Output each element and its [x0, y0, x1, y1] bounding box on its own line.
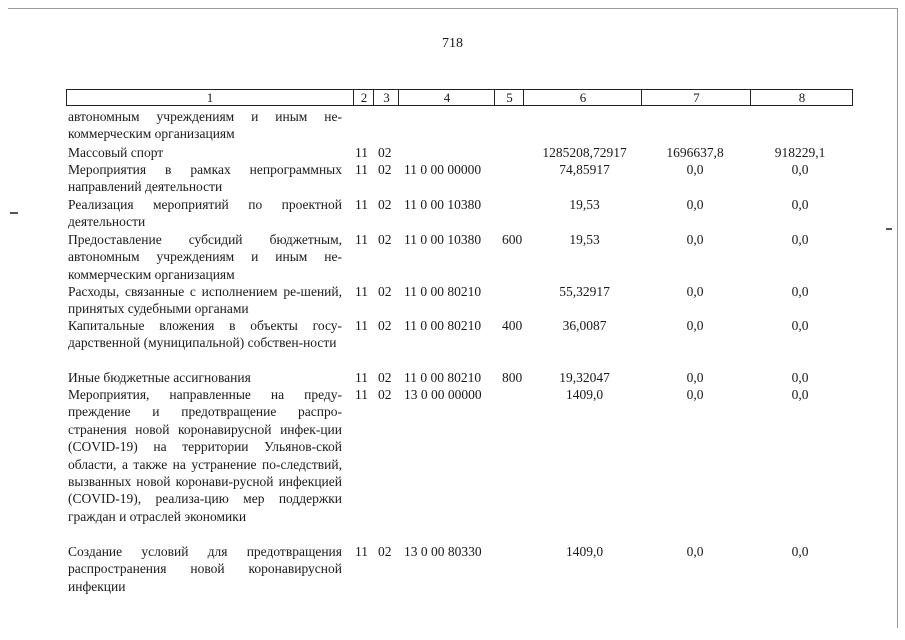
row-section: 11: [355, 284, 368, 299]
row-name: автономным учреждениям и иным не-коммерческим организациям: [68, 109, 342, 142]
row-section: 11: [355, 145, 368, 160]
row-value-8: 0,0: [791, 284, 809, 299]
table-header: [66, 89, 853, 106]
row-value-7: 0,0: [686, 197, 704, 212]
row-value-7: 0,0: [686, 387, 704, 402]
row-value-6: 74,85917: [559, 162, 610, 177]
row-target-code: 13 0 00 00000: [404, 387, 482, 402]
row-expense-type: 800: [502, 370, 523, 385]
row-name: Мероприятия в рамках непрограммных направлений деятельности: [68, 162, 342, 195]
row-value-8: 0,0: [791, 544, 809, 559]
row-subsection: 02: [378, 197, 392, 212]
row-value-8: 0,0: [791, 197, 809, 212]
row-subsection: 02: [378, 387, 392, 402]
row-name: Массовый спорт: [68, 145, 164, 160]
row-subsection: 02: [378, 318, 392, 333]
row-name: Иные бюджетные ассигнования: [68, 370, 251, 385]
row-value-6: 1285208,72917: [542, 145, 627, 160]
row-subsection: 02: [378, 232, 392, 247]
scan-mark-left: [10, 212, 18, 214]
row-section: 11: [355, 318, 368, 333]
row-target-code: 11 0 00 00000: [404, 162, 482, 177]
scan-mark-right: [886, 228, 892, 230]
row-value-8: 0,0: [791, 232, 809, 247]
row-name: Создание условий для предотвращения распространения новой коронавирусной инфекции: [68, 544, 342, 594]
row-section: 11: [355, 232, 368, 247]
row-target-code: 11 0 00 80210: [404, 370, 482, 385]
row-subsection: 02: [378, 284, 392, 299]
header-col-2: 2: [353, 90, 374, 105]
row-name: Расходы, связанные с исполнением ре-шений, принятых судебными органами: [68, 284, 342, 317]
header-col-7: 7: [641, 90, 751, 105]
row-target-code: 11 0 00 10380: [404, 197, 482, 212]
header-col-4: 4: [398, 90, 495, 105]
header-col-3: 3: [373, 90, 399, 105]
row-subsection: 02: [378, 162, 392, 177]
row-section: 11: [355, 162, 368, 177]
row-value-8: 0,0: [791, 318, 809, 333]
scan-border-right: [897, 8, 898, 628]
row-section: 11: [355, 370, 368, 385]
row-name: Капитальные вложения в объекты госу-дарственной (муниципальной) собствен-ности: [68, 318, 342, 351]
row-value-6: 36,0087: [562, 318, 607, 333]
header-col-1: 1: [206, 90, 214, 105]
row-target-code: 11 0 00 80210: [404, 284, 482, 299]
row-value-7: 0,0: [686, 232, 704, 247]
row-section: 11: [355, 544, 368, 559]
row-value-6: 19,32047: [559, 370, 610, 385]
row-subsection: 02: [378, 370, 392, 385]
row-value-6: 1409,0: [565, 544, 604, 559]
row-value-8: 0,0: [791, 387, 809, 402]
row-section: 11: [355, 197, 368, 212]
row-value-8: 0,0: [791, 162, 809, 177]
row-name: Мероприятия, направленные на преду-преждение и предотвращение распро-странения новой коронавирусной инфек-ции (COVID-19) на территории Ульянов-ской области, а также на устранение по-следствий, вызванных новой коронави-русной инфекцией (COVID-19), реализа-цию мер поддержки граждан и отраслей экономики: [68, 387, 342, 524]
row-value-7: 0,0: [686, 544, 704, 559]
row-name: Реализация мероприятий по проектной деятельности: [68, 197, 342, 230]
row-target-code: 11 0 00 80210: [404, 318, 482, 333]
row-value-8: 918229,1: [774, 145, 826, 160]
row-value-8: 0,0: [791, 370, 809, 385]
row-value-7: 0,0: [686, 318, 704, 333]
row-value-7: 0,0: [686, 370, 704, 385]
header-col-8: 8: [750, 90, 853, 105]
row-value-7: 0,0: [686, 162, 704, 177]
header-col-6: 6: [523, 90, 642, 105]
row-subsection: 02: [378, 544, 392, 559]
row-expense-type: 400: [502, 318, 523, 333]
row-value-6: 19,53: [569, 197, 600, 212]
row-value-7: 0,0: [686, 284, 704, 299]
row-value-6: 55,32917: [559, 284, 610, 299]
header-col-5: 5: [494, 90, 524, 105]
row-expense-type: 600: [502, 232, 523, 247]
page-number: 718: [442, 36, 463, 51]
row-value-6: 1409,0: [565, 387, 604, 402]
row-subsection: 02: [378, 145, 392, 160]
scan-border-top: [8, 8, 898, 9]
row-target-code: 13 0 00 80330: [404, 544, 482, 559]
row-value-7: 1696637,8: [666, 145, 724, 160]
row-name: Предоставление субсидий бюджетным, автономным учреждениям и иным не-коммерческим организациям: [68, 232, 342, 282]
row-value-6: 19,53: [569, 232, 600, 247]
row-target-code: 11 0 00 10380: [404, 232, 482, 247]
row-section: 11: [355, 387, 368, 402]
